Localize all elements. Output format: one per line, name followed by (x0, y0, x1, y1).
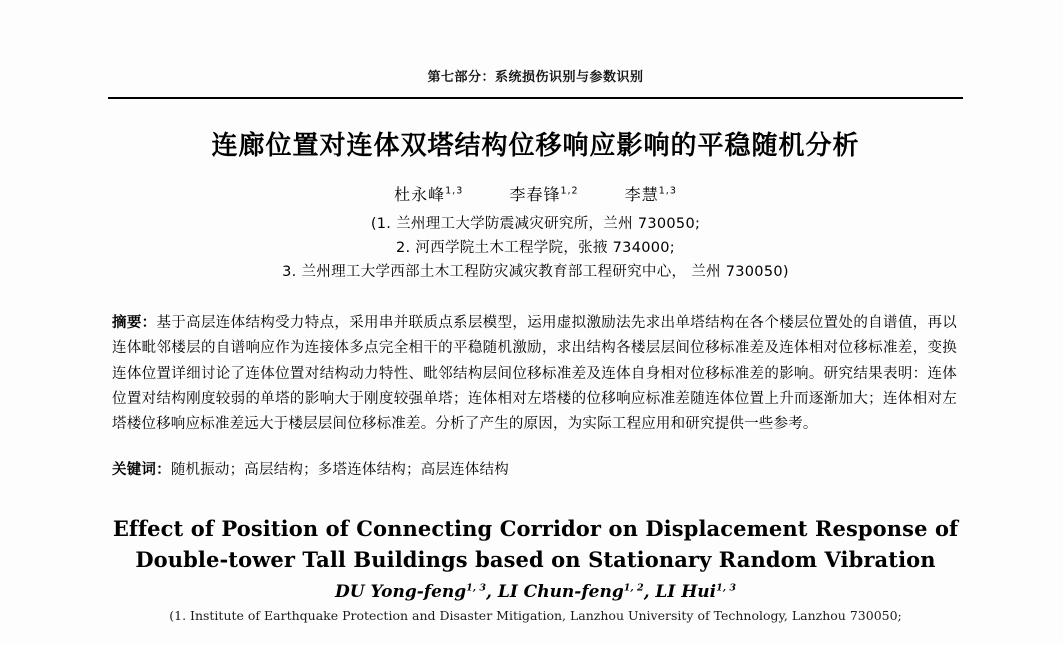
page-title: 连廊位置对连体双塔结构位移响应影响的平稳随机分析 (211, 131, 860, 161)
english-author-3-affil-marker: 1, 3 (716, 581, 736, 593)
author-1 (394, 185, 463, 204)
english-author-2: LI Chun-feng$^{1, 2}$, (497, 581, 650, 602)
author-1-name: 杜永峰 (394, 185, 446, 204)
english-title-line-1: Effect of Position of Connecting Corridor on Displacement Response of (112, 515, 959, 541)
author-3 (625, 185, 677, 204)
english-affiliation: (1. Institute of Earthquake Protection and Disaster Mitigation, Lanzhou University of Technology, Lanzhou 730050; (169, 607, 902, 623)
keywords-line (108, 458, 963, 479)
affiliation-block (108, 213, 963, 285)
affiliation-2: 2. 河西学院土木工程学院，张掖 734000; (396, 239, 675, 256)
header-divider (108, 97, 963, 99)
affiliation-1: (1. 兰州理工大学防震减灾研究所，兰州 730050; (370, 216, 701, 232)
abstract-text: 基于高层连体结构受力特点，采用串并联质点系层模型，运用虚拟激励法先求出单塔结构在各个楼层位置处的自谱值，再以连体毗邻楼层的自谱响应作为连接体多点完全相干的平稳随机激励，求出结构各楼层层间位移标准差及连体相对位移标准差，变换连体位置详细讨论了连体位置对结构动力特性、毗邻结构层间位移标准差及连体自身相对位移标准差的影响。研究结果表明：连体位置对结构刚度较弱的单塔的影响大于刚度较强单塔；连体相对左塔楼的位移响应标准差随连体位置上升而逐渐加大；连体相对左塔楼位移响应标准差远大于楼层层间位移标准差。分析了产生的原因，为实际工程应用和研究提供一些参考。 (112, 314, 957, 433)
author-3-name: 李慧 (624, 185, 659, 204)
abstract-label: 摘要： (112, 314, 157, 331)
english-author-3: LI Hui$^{1, 3}$ (655, 581, 736, 602)
english-author-1: DU Yong-feng$^{1, 3}$, (335, 581, 492, 602)
english-author-2-affil-marker: 1, 2 (623, 581, 644, 593)
keywords-label: 关键词： (112, 461, 171, 478)
affiliation-3: 3. 兰州理工大学西部土木工程防灾减灾教育部工程研究中心， 兰州 730050) (282, 263, 789, 280)
page-content (108, 0, 963, 623)
english-author-1-affil-marker: 1, 3 (466, 581, 487, 593)
author-2 (509, 185, 578, 204)
author-2-name: 李春锋 (509, 185, 561, 204)
english-title-line-2: Double-tower Tall Buildings based on Stationary Random Vibration (135, 547, 936, 573)
author-list (108, 182, 963, 205)
running-head: 第七部分：系统损伤识别与参数识别 (427, 70, 644, 85)
english-author-list (108, 582, 963, 602)
english-title (108, 513, 963, 576)
abstract-paragraph (108, 311, 963, 438)
author-2-affil-marker: 1,2 (560, 185, 579, 197)
keywords-text: 随机振动；高层结构；多塔连体结构；高层连体结构 (170, 461, 509, 478)
author-1-affil-marker: 1,3 (445, 185, 464, 197)
author-3-affil-marker: 1,3 (658, 185, 677, 197)
